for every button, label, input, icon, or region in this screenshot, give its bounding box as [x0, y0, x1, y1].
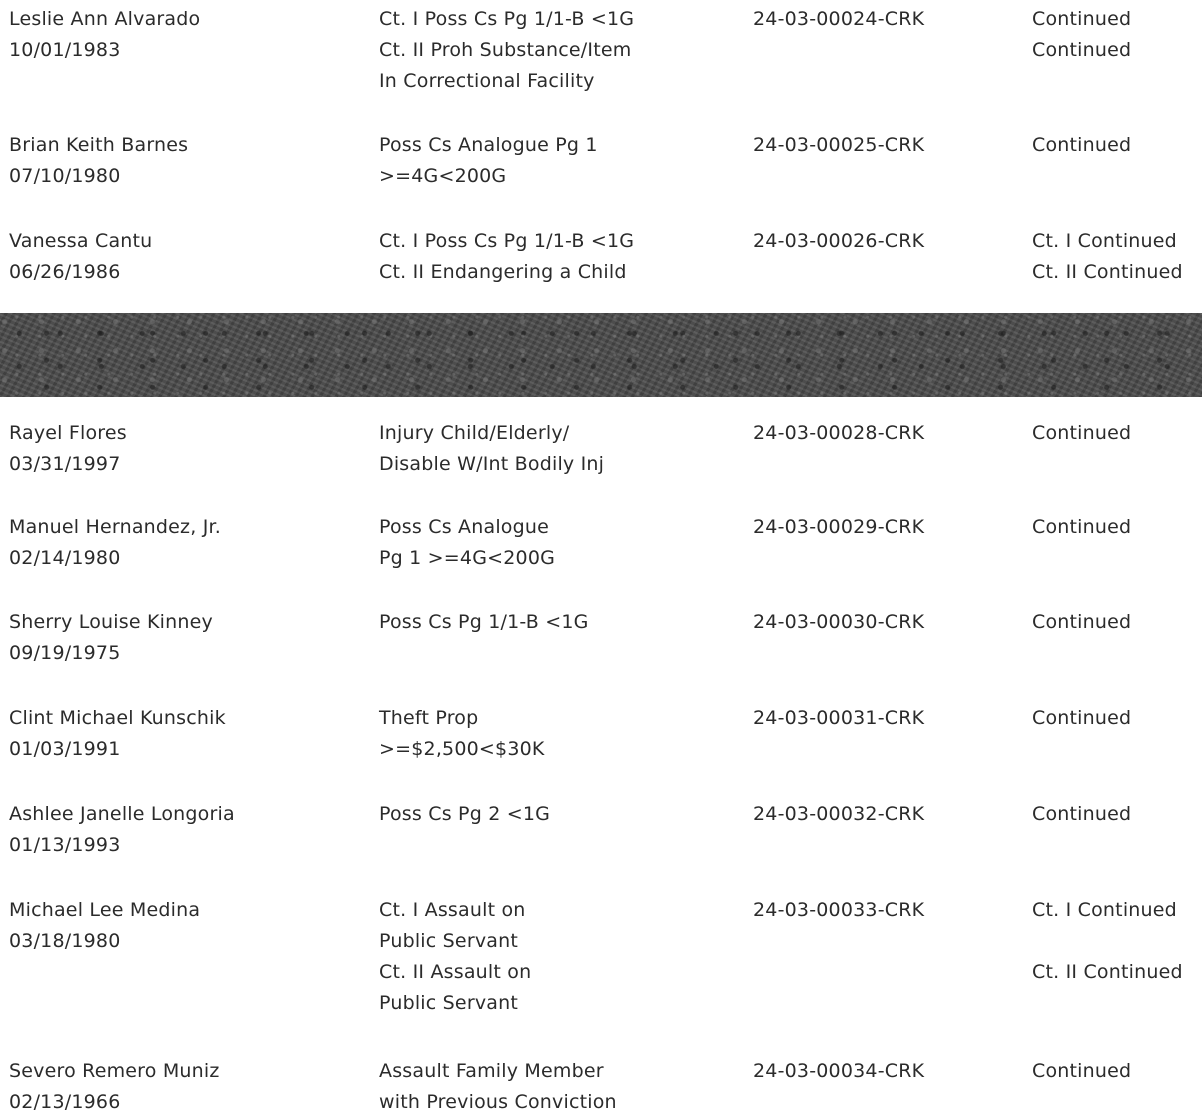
disposition-line: Ct. II Continued — [1032, 961, 1183, 983]
defendant-cell — [9, 130, 188, 192]
charge-line: Pg 1 >=4G<200G — [379, 547, 556, 569]
defendant-name: Clint Michael Kunschik — [9, 707, 226, 729]
charge-line: Ct. II Proh Substance/Item — [379, 39, 632, 61]
charge-line: Ct. I Poss Cs Pg 1/1-B <1G — [379, 230, 635, 252]
disposition-line: Ct. I Continued — [1032, 899, 1177, 921]
charge-cell — [379, 512, 555, 574]
charge-cell — [379, 1056, 617, 1118]
disposition-line: Continued — [1032, 39, 1132, 61]
defendant-dob: 09/19/1975 — [9, 642, 121, 664]
charge-line: Public Servant — [379, 930, 519, 952]
disposition-cell — [1032, 4, 1131, 66]
disposition-line: Continued — [1032, 422, 1132, 444]
defendant-dob: 02/14/1980 — [9, 547, 121, 569]
disposition-cell — [1032, 226, 1183, 288]
charge-cell — [379, 226, 634, 288]
defendant-name: Manuel Hernandez, Jr. — [9, 516, 222, 538]
disposition-cell — [1032, 130, 1131, 161]
case-number: 24-03-00034-CRK — [753, 1060, 925, 1082]
charge-line: >=4G<200G — [379, 165, 507, 187]
case-number: 24-03-00031-CRK — [753, 707, 925, 729]
defendant-dob: 02/13/1966 — [9, 1091, 121, 1113]
charge-line: Poss Cs Analogue — [379, 516, 550, 538]
charge-line: Disable W/Int Bodily Inj — [379, 453, 605, 475]
charge-cell — [379, 703, 545, 765]
defendant-dob: 07/10/1980 — [9, 165, 121, 187]
charge-line: Poss Cs Pg 1/1-B <1G — [379, 611, 589, 633]
defendant-name: Leslie Ann Alvarado — [9, 8, 201, 30]
defendant-name: Sherry Louise Kinney — [9, 611, 213, 633]
defendant-dob: 03/31/1997 — [9, 453, 121, 475]
disposition-line: Continued — [1032, 803, 1132, 825]
charge-cell — [379, 799, 550, 830]
charge-line: Ct. II Assault on — [379, 961, 532, 983]
defendant-name: Brian Keith Barnes — [9, 134, 189, 156]
case-number: 24-03-00028-CRK — [753, 422, 925, 444]
disposition-line — [1032, 926, 1183, 957]
defendant-dob: 01/03/1991 — [9, 738, 121, 760]
case-number: 24-03-00029-CRK — [753, 516, 925, 538]
disposition-line: Continued — [1032, 1060, 1132, 1082]
charge-line: Ct. I Poss Cs Pg 1/1-B <1G — [379, 8, 635, 30]
charge-line: In Correctional Facility — [379, 70, 595, 92]
charge-cell — [379, 895, 531, 1019]
defendant-dob: 01/13/1993 — [9, 834, 121, 856]
defendant-cell — [9, 512, 221, 574]
defendant-cell — [9, 4, 200, 66]
disposition-cell — [1032, 512, 1131, 543]
case-number: 24-03-00033-CRK — [753, 899, 925, 921]
defendant-name: Vanessa Cantu — [9, 230, 153, 252]
charge-cell — [379, 4, 634, 97]
defendant-cell — [9, 703, 226, 765]
charge-line: Ct. I Assault on — [379, 899, 526, 921]
charge-line: Theft Prop — [379, 707, 479, 729]
charge-cell — [379, 607, 589, 638]
defendant-cell — [9, 418, 127, 480]
defendant-name: Ashlee Janelle Longoria — [9, 803, 235, 825]
defendant-name: Michael Lee Medina — [9, 899, 201, 921]
defendant-cell — [9, 226, 152, 288]
charge-line: Injury Child/Elderly/ — [379, 422, 570, 444]
disposition-line: Ct. II Continued — [1032, 261, 1183, 283]
charge-cell — [379, 418, 604, 480]
case-number: 24-03-00026-CRK — [753, 230, 925, 252]
disposition-line: Continued — [1032, 707, 1132, 729]
defendant-dob: 03/18/1980 — [9, 930, 121, 952]
disposition-cell — [1032, 799, 1131, 830]
charge-line: Poss Cs Analogue Pg 1 — [379, 134, 598, 156]
disposition-cell — [1032, 895, 1183, 988]
disposition-line: Continued — [1032, 516, 1132, 538]
charge-line: Public Servant — [379, 992, 519, 1014]
disposition-cell — [1032, 418, 1131, 449]
defendant-dob: 06/26/1986 — [9, 261, 121, 283]
case-number: 24-03-00032-CRK — [753, 803, 925, 825]
disposition-cell — [1032, 607, 1131, 638]
charge-line: with Previous Conviction — [379, 1091, 617, 1113]
redaction-bar — [0, 313, 1202, 397]
disposition-line: Continued — [1032, 611, 1132, 633]
charge-line: Ct. II Endangering a Child — [379, 261, 627, 283]
disposition-cell — [1032, 703, 1131, 734]
case-number: 24-03-00025-CRK — [753, 134, 925, 156]
defendant-name: Severo Remero Muniz — [9, 1060, 220, 1082]
case-number: 24-03-00024-CRK — [753, 8, 925, 30]
disposition-line: Ct. I Continued — [1032, 230, 1177, 252]
charge-cell — [379, 130, 598, 192]
charge-line: Poss Cs Pg 2 <1G — [379, 803, 551, 825]
defendant-name: Rayel Flores — [9, 422, 127, 444]
disposition-line: Continued — [1032, 8, 1132, 30]
charge-line: Assault Family Member — [379, 1060, 604, 1082]
charge-line: >=$2,500<$30K — [379, 738, 545, 760]
disposition-cell — [1032, 1056, 1131, 1087]
disposition-line: Continued — [1032, 134, 1132, 156]
defendant-cell — [9, 895, 200, 957]
case-number: 24-03-00030-CRK — [753, 611, 925, 633]
defendant-dob: 10/01/1983 — [9, 39, 121, 61]
defendant-cell — [9, 1056, 220, 1118]
defendant-cell — [9, 799, 235, 861]
defendant-cell — [9, 607, 213, 669]
